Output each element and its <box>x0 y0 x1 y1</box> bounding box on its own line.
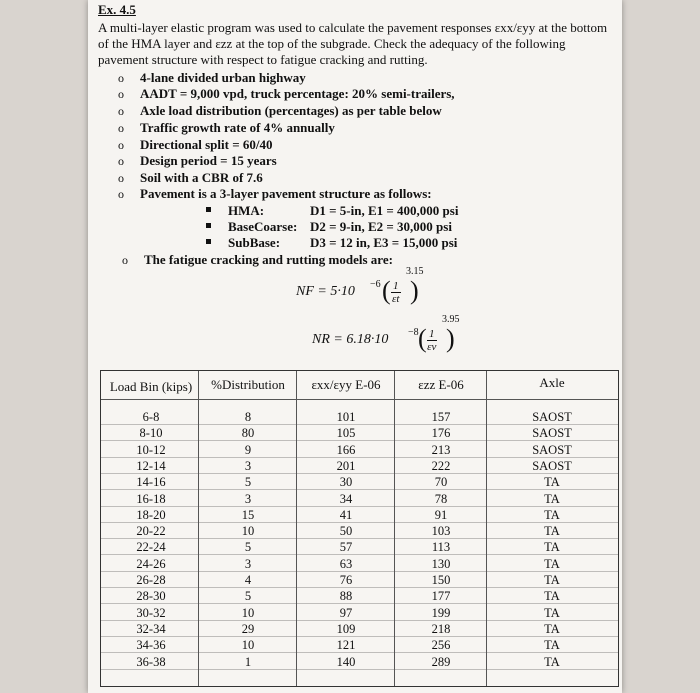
header-strain-xx: εxx/εyy E-06 <box>311 377 381 392</box>
cell-axle: TA <box>544 507 560 522</box>
rutting-equation: NR = 6.18·10 −8 ( $\frac{1}{\varepsilon v}$ ) 3.95 <box>312 314 460 353</box>
cell-distribution: 5 <box>244 589 252 604</box>
cell-strain-xx: 121 <box>336 638 356 653</box>
cell-strain-xx: 88 <box>339 589 353 604</box>
cell-load-bin: 28-30 <box>136 589 166 604</box>
cell-strain-xx: 50 <box>339 524 353 539</box>
cell-strain-zz: 213 <box>431 442 451 457</box>
cell-distribution: 3 <box>244 491 252 506</box>
cell-distribution: 1 <box>244 654 252 669</box>
load-distribution-table <box>100 370 619 687</box>
cell-load-bin: 8-10 <box>139 426 163 441</box>
cell-axle: TA <box>544 654 560 669</box>
cell-strain-xx: 109 <box>336 621 356 636</box>
cell-axle: SAOST <box>532 442 572 457</box>
cell-strain-zz: 176 <box>431 426 451 441</box>
cell-distribution: 5 <box>244 540 252 555</box>
cell-strain-xx: 30 <box>339 475 353 490</box>
cell-strain-xx: 57 <box>339 540 353 555</box>
cell-axle: TA <box>544 573 560 587</box>
cell-strain-xx: 140 <box>336 654 356 669</box>
cell-load-bin: 14-16 <box>136 475 166 490</box>
cell-distribution: 15 <box>241 507 255 522</box>
cell-load-bin: 10-12 <box>136 442 166 457</box>
cell-load-bin: 26-28 <box>136 573 166 587</box>
cell-load-bin: 20-22 <box>136 524 166 539</box>
cell-strain-xx: 201 <box>336 458 356 473</box>
cell-distribution: 29 <box>241 621 255 636</box>
cell-distribution: 5 <box>244 475 252 490</box>
cell-distribution: 8 <box>244 410 252 424</box>
exercise-title: Ex. 4.5 <box>98 2 136 17</box>
cell-load-bin: 16-18 <box>136 491 166 506</box>
cell-strain-zz: 150 <box>431 573 451 587</box>
cell-distribution: 10 <box>241 524 255 539</box>
cell-strain-xx: 105 <box>336 426 356 441</box>
cell-load-bin: 12-14 <box>136 458 166 473</box>
cell-axle: TA <box>544 605 560 620</box>
cell-load-bin: 18-20 <box>136 507 166 522</box>
header-distribution: %Distribution <box>211 377 285 392</box>
cell-strain-xx: 101 <box>336 410 356 424</box>
cell-axle: SAOST <box>532 458 572 473</box>
cell-strain-xx: 41 <box>339 507 353 522</box>
cell-strain-zz: 289 <box>431 654 451 669</box>
cell-axle: SAOST <box>532 410 572 424</box>
cell-axle: TA <box>544 589 560 604</box>
cell-strain-zz: 70 <box>434 475 448 490</box>
cell-strain-zz: 113 <box>431 540 451 555</box>
cell-strain-xx: 34 <box>339 491 353 506</box>
cell-distribution: 10 <box>241 638 255 653</box>
cell-strain-zz: 222 <box>431 458 451 473</box>
cell-strain-zz: 78 <box>434 491 448 506</box>
cell-load-bin: 34-36 <box>136 638 166 653</box>
fatigue-equation: NF = 5·10 −6 ( $\frac{1}{\varepsilon t}$ ) 3.15 <box>296 266 424 305</box>
cell-distribution: 4 <box>244 573 252 587</box>
cell-load-bin: 6-8 <box>142 410 160 424</box>
cell-distribution: 3 <box>244 458 252 473</box>
cell-distribution: 10 <box>241 605 255 620</box>
cell-strain-xx: 166 <box>336 442 356 457</box>
cell-axle: TA <box>544 475 560 490</box>
cell-strain-xx: 63 <box>339 556 353 571</box>
cell-axle: TA <box>544 524 560 539</box>
header-load-bin: Load Bin (kips) <box>109 379 193 394</box>
cell-strain-zz: 157 <box>431 410 451 424</box>
cell-axle: TA <box>544 621 560 636</box>
cell-strain-zz: 177 <box>431 589 451 604</box>
cell-load-bin: 24-26 <box>136 556 166 571</box>
problem-statement: A multi-layer elastic program was used to calculate the pavement responses εxx/εyy at the bottom of the HMA layer and εzz at the top of the subgrade. Check the adequacy of the following pavement structure with respect to fatigue cracking and rutting. <box>98 20 608 67</box>
cell-load-bin: 32-34 <box>136 621 166 636</box>
header-strain-zz: εzz E-06 <box>418 377 464 392</box>
cell-axle: TA <box>544 556 560 571</box>
cell-axle: TA <box>544 491 560 506</box>
cell-load-bin: 30-32 <box>136 605 166 620</box>
cell-strain-zz: 130 <box>431 556 451 571</box>
document-page: Ex. 4.5 A multi-layer elastic program was used to calculate the pavement responses εxx/εyy at the bottom of the HMA layer and εzz at the top of the subgrade. Check the adequacy of the following pavement structure with respect to fatigue cracking and rutting. o 4-lane divided urban highway o AADT = 9,000 vpd, truck percentage: 20% semi-trailers, o Axle load distribution (percentages) as per table below o Traffic growth rate of 4% annually o Directional split = 60/40 o Design period = 15 years o Soil with a CBR of 7.6 o Pavement is a 3-layer pavement structure as follows: HMA: D1 = 5-in, E1 = 400,000 psi BaseCoarse: D2 = 9-in, E2 = 30,000 psi SubBase: D3 = 12 in, E3 = 15,000 psi o The fatigue cracking and rutting models are: NF = 5·10 −6 ( $\frac{1}{\varepsilon t}$ ) 3.15 NR = 6.18·10 −8 ( $\frac{1}{\varepsilon v}$ ) 3.95 Load Bin (kips) %Distribution εxx/εyy E-06 εzz E-06 Axle 6-8 8 101 157 SAOST 8-10 80 105 176 SAOST 10-12 9 166 213 SAOST 12-14 3 201 222 SAOST 14-16 5 30 70 TA 16-18 3 34 78 TA 18-20 15 41 91 TA 20-22 10 50 103 TA 22-24 5 57 113 TA 24-26 3 63 130 TA 26-28 4 76 150 TA 28-30 5 88 177 TA 30-32 10 97 199 TA 32-34 29 109 218 TA 34-36 10 121 256 TA 36-38 1 140 289 TA <box>88 0 622 693</box>
cell-distribution: 9 <box>244 442 252 457</box>
cell-strain-zz: 256 <box>431 638 451 653</box>
cell-load-bin: 36-38 <box>136 654 166 669</box>
cell-axle: TA <box>544 540 560 555</box>
cell-strain-xx: 97 <box>339 605 353 620</box>
cell-strain-zz: 199 <box>431 605 451 620</box>
cell-strain-zz: 218 <box>431 621 451 636</box>
cell-load-bin: 22-24 <box>136 540 166 555</box>
cell-axle: TA <box>544 638 560 653</box>
cell-axle: SAOST <box>532 426 572 441</box>
cell-strain-xx: 76 <box>339 573 353 587</box>
cell-strain-zz: 103 <box>431 524 451 539</box>
cell-distribution: 80 <box>241 426 255 441</box>
header-axle: Axle <box>539 375 565 390</box>
cell-strain-zz: 91 <box>434 507 448 522</box>
cell-distribution: 3 <box>244 556 252 571</box>
